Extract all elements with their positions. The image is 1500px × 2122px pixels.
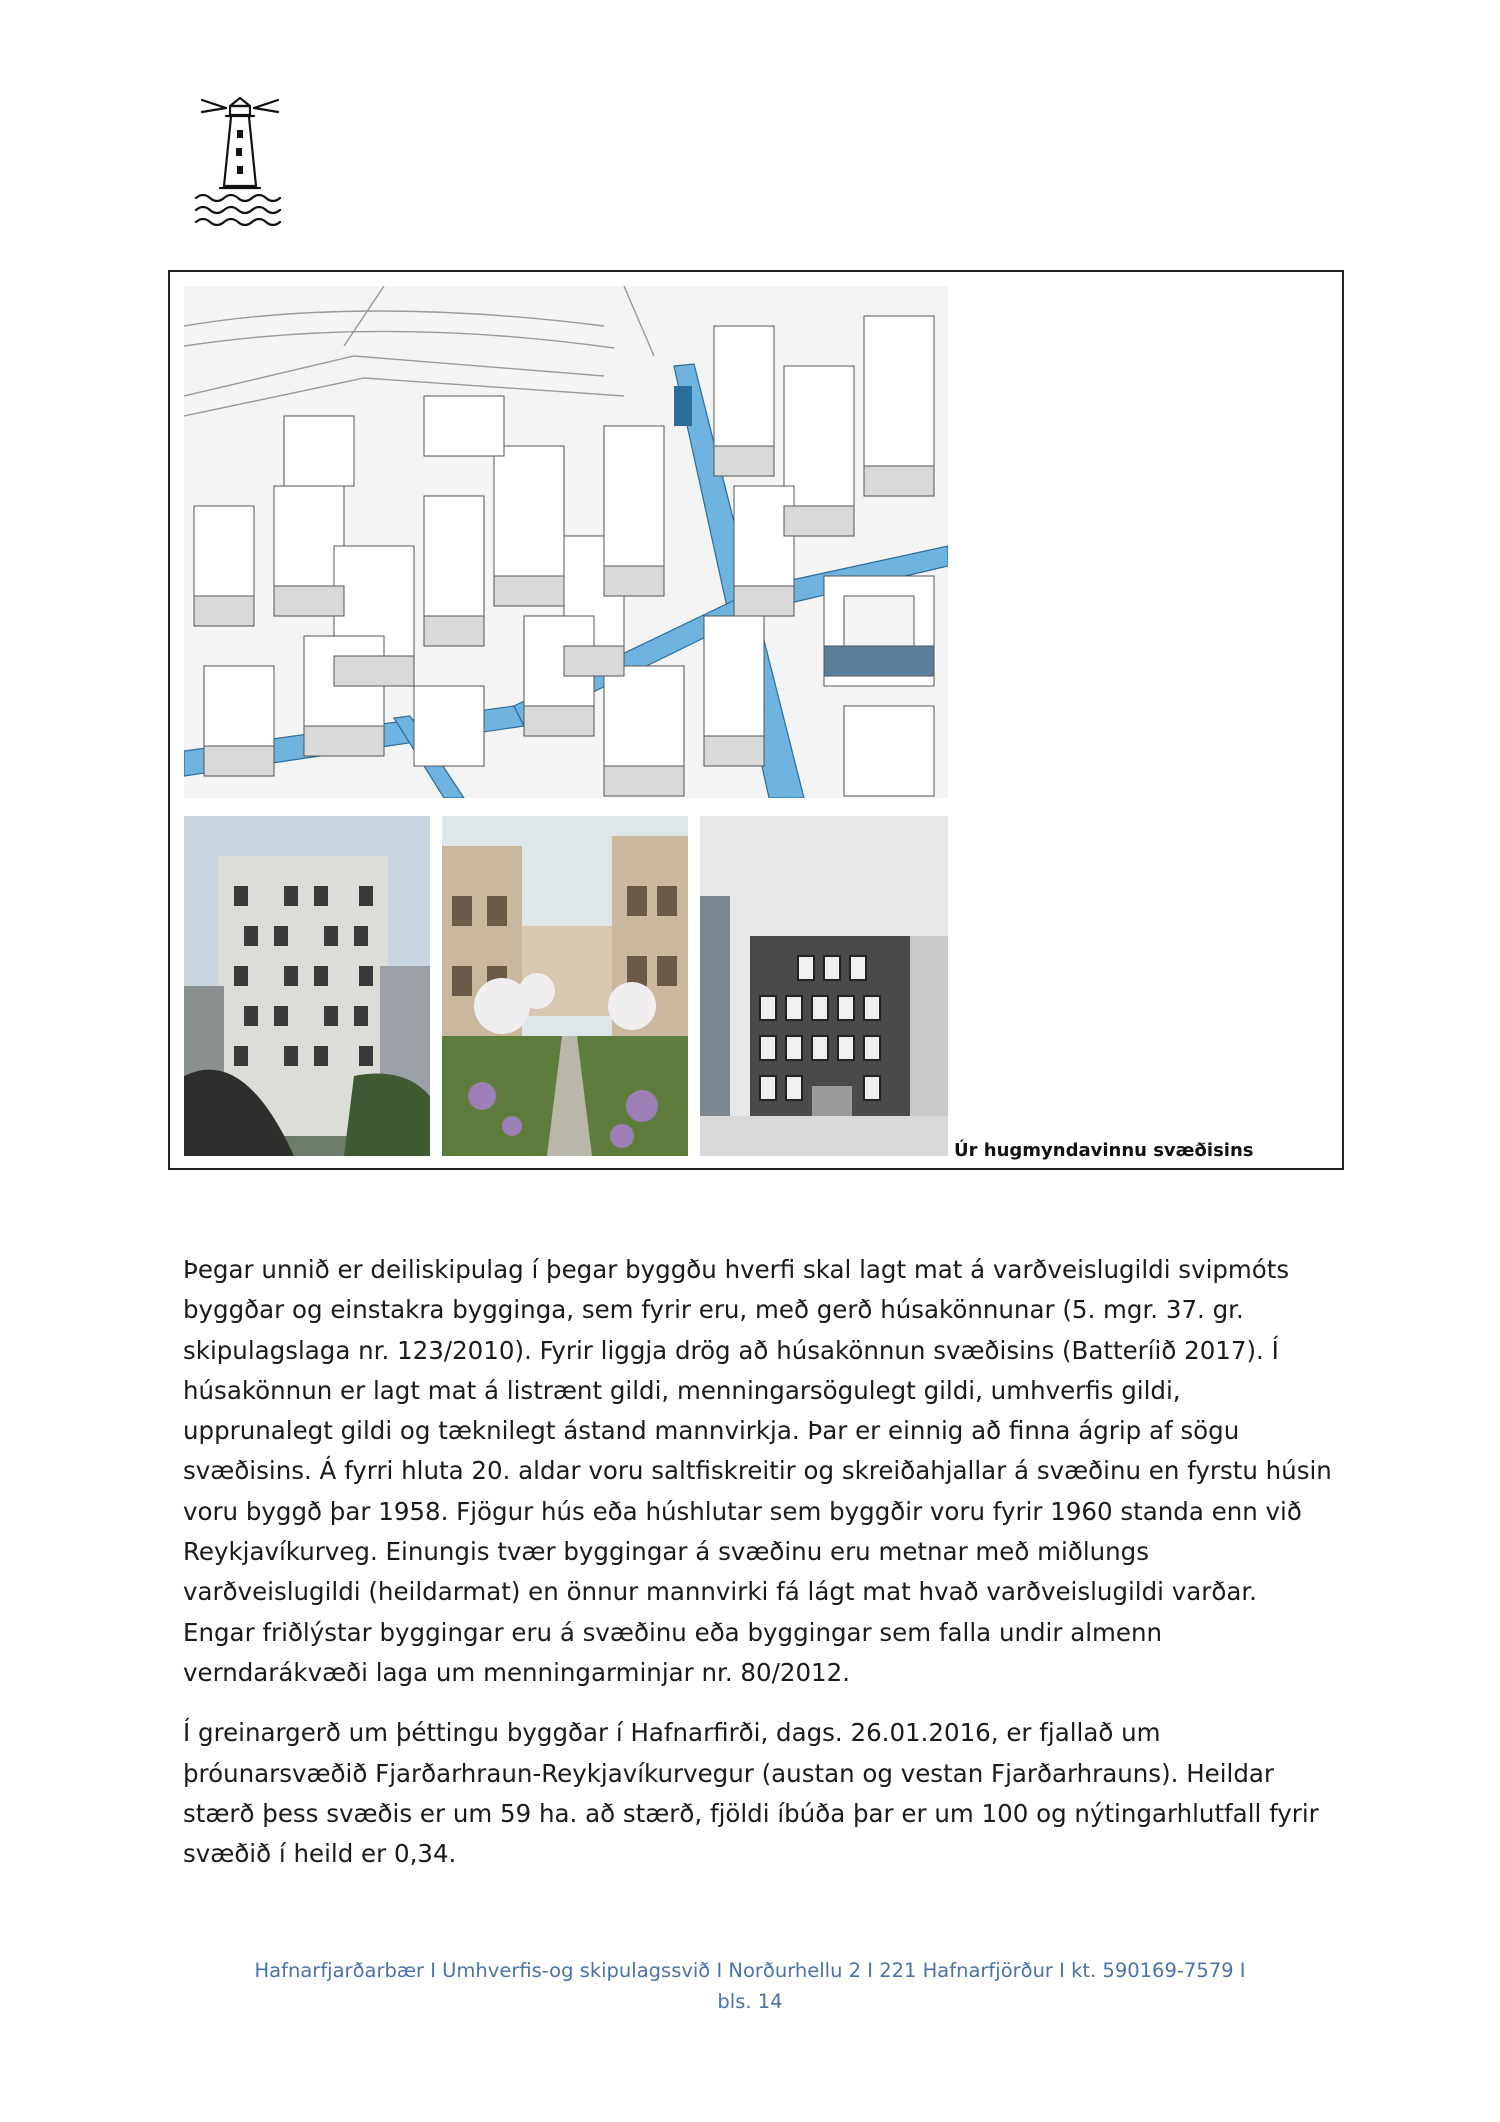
page-number: bls. 14 bbox=[717, 1990, 783, 2013]
footer-address: Hafnarfjarðarbær I Umhverfis-og skipulagssvið I Norðurhellu 2 I 221 Hafnarfjörður I kt. 590169-7579 I bbox=[254, 1959, 1246, 1982]
green-courtyard-photo bbox=[442, 816, 688, 1156]
figure-frame bbox=[168, 270, 1344, 1170]
grey-apartment-building-photo bbox=[700, 816, 948, 1156]
lighthouse-icon bbox=[190, 92, 290, 227]
figure-caption: Úr hugmyndavinnu svæðisins bbox=[954, 1140, 1254, 1161]
paragraph-2: Í greinargerð um þéttingu byggðar í Hafnarfirði, dags. 26.01.2016, er fjallað um þróunarsvæðið Fjarðarhraun-Reykjavíkurvegur (austan og vestan Fjarðarhrauns). Heildar stærð þess svæðis er um 59 ha. að stærð, fjöldi íbúða þar er um 100 og nýtingarhlutfall fyrir svæðið í heild er 0,34. bbox=[183, 1718, 1319, 1869]
aerial-3d-model-image bbox=[184, 286, 948, 798]
lighthouse-logo bbox=[190, 92, 290, 227]
page-footer bbox=[0, 1955, 1500, 2017]
body-text bbox=[183, 1250, 1333, 1894]
paragraph-1: Þegar unnið er deiliskipulag í þegar byggðu hverfi skal lagt mat á varðveislugildi svipmóts byggðar og einstakra bygginga, sem fyrir eru, með gerð húsakönnunar (5. mgr. 37. gr. skipulagslaga nr. 123/2010). Fyrir liggja drög að húsakönnun svæðisins (Batteríið 2017). Í húsakönnun er lagt mat á listrænt gildi, menningarsögulegt gildi, umhverfis gildi, upprunalegt gildi og tæknilegt ástand mannvirkja. Þar er einnig að finna ágrip af sögu svæðisins. Á fyrri hluta 20. aldar voru saltfiskreitir og skreiðahjallar á svæðinu en fyrstu húsin voru byggð þar 1958. Fjögur hús eða húshlutar sem byggðir voru fyrir 1960 standa enn við Reykjavíkurveg. Einungis tvær byggingar á svæðinu eru metnar með miðlungs varðveislugildi (heildarmat) en önnur mannvirki fá lágt mat hvað varðveislugildi varðar. Engar friðlýstar byggingar eru á svæðinu eða byggingar sem falla undir almenn verndarákvæði laga um menningarminjar nr. 80/2012. bbox=[183, 1255, 1332, 1687]
white-apartment-building-photo bbox=[184, 816, 430, 1156]
